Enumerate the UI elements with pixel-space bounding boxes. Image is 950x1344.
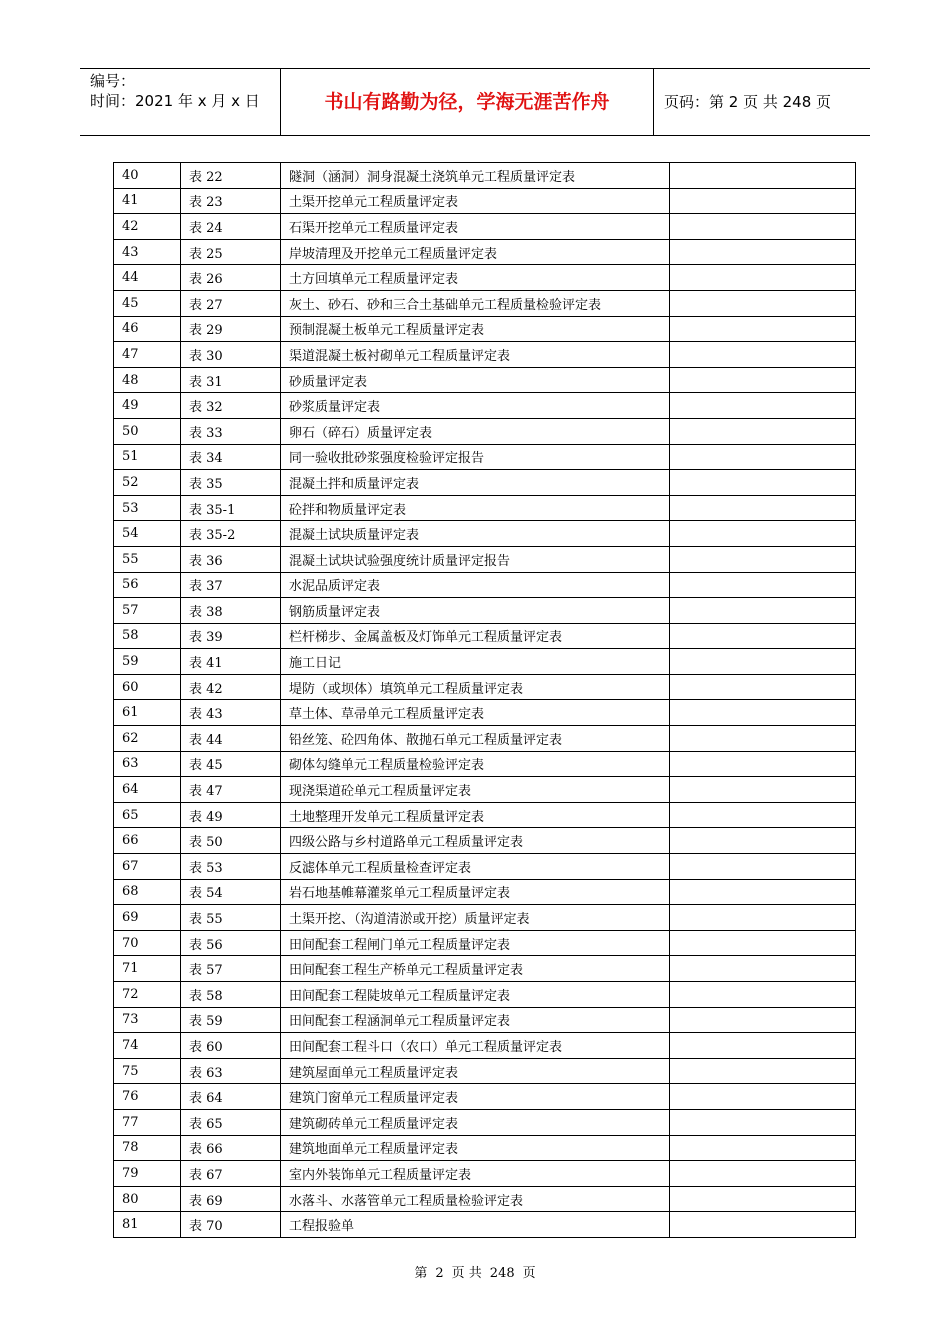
remarks-cell	[670, 1186, 856, 1212]
table-row	[114, 802, 856, 828]
form-title-cell: 卵石（碎石）质量评定表	[281, 418, 670, 444]
form-code-cell: 表 24	[181, 214, 281, 240]
row-number-cell: 73	[114, 1007, 181, 1033]
table-row	[114, 1212, 856, 1238]
table-row	[114, 265, 856, 291]
form-title-cell: 砂质量评定表	[281, 367, 670, 393]
row-number-cell: 49	[114, 393, 181, 419]
table-row	[114, 1135, 856, 1161]
form-title-cell: 堤防（或坝体）填筑单元工程质量评定表	[281, 674, 670, 700]
table-row	[114, 700, 856, 726]
remarks-cell	[670, 1007, 856, 1033]
form-title-cell: 栏杆梯步、金属盖板及灯饰单元工程质量评定表	[281, 623, 670, 649]
remarks-cell	[670, 367, 856, 393]
remarks-cell	[670, 802, 856, 828]
row-number-cell: 68	[114, 879, 181, 905]
form-code-cell: 表 34	[181, 444, 281, 470]
form-code-cell: 表 29	[181, 316, 281, 342]
remarks-cell	[670, 1033, 856, 1059]
remarks-cell	[670, 1109, 856, 1135]
row-number-cell: 43	[114, 239, 181, 265]
form-code-cell: 表 27	[181, 290, 281, 316]
row-number-cell: 80	[114, 1186, 181, 1212]
remarks-cell	[670, 163, 856, 189]
remarks-cell	[670, 879, 856, 905]
form-code-cell: 表 55	[181, 905, 281, 931]
remarks-cell	[670, 982, 856, 1008]
form-code-cell: 表 49	[181, 802, 281, 828]
remarks-cell	[670, 444, 856, 470]
row-number-cell: 79	[114, 1161, 181, 1187]
row-number-cell: 40	[114, 163, 181, 189]
header-motto: 书山有路勤为径，学海无涯苦作舟	[280, 69, 654, 135]
row-number-cell: 64	[114, 777, 181, 803]
remarks-cell	[670, 470, 856, 496]
table-row	[114, 854, 856, 880]
header-date: 时间：2021 年 x 月 x 日	[90, 92, 260, 110]
form-code-cell: 表 47	[181, 777, 281, 803]
form-title-cell: 砌体勾缝单元工程质量检验评定表	[281, 751, 670, 777]
row-number-cell: 45	[114, 290, 181, 316]
remarks-cell	[670, 956, 856, 982]
form-code-cell: 表 31	[181, 367, 281, 393]
form-code-cell: 表 54	[181, 879, 281, 905]
form-title-cell: 预制混凝土板单元工程质量评定表	[281, 316, 670, 342]
form-code-cell: 表 63	[181, 1058, 281, 1084]
page-header	[80, 68, 870, 136]
table-row	[114, 982, 856, 1008]
form-code-cell: 表 65	[181, 1109, 281, 1135]
row-number-cell: 66	[114, 828, 181, 854]
table-row	[114, 623, 856, 649]
form-title-cell: 钢筋质量评定表	[281, 598, 670, 624]
row-number-cell: 52	[114, 470, 181, 496]
form-title-cell: 建筑地面单元工程质量评定表	[281, 1135, 670, 1161]
form-code-cell: 表 39	[181, 623, 281, 649]
table-row	[114, 674, 856, 700]
form-title-cell: 土渠开挖单元工程质量评定表	[281, 188, 670, 214]
remarks-cell	[670, 1161, 856, 1187]
form-title-cell: 土方回填单元工程质量评定表	[281, 265, 670, 291]
row-number-cell: 44	[114, 265, 181, 291]
form-title-cell: 混凝土拌和质量评定表	[281, 470, 670, 496]
form-title-cell: 砂浆质量评定表	[281, 393, 670, 419]
form-code-cell: 表 26	[181, 265, 281, 291]
remarks-cell	[670, 546, 856, 572]
row-number-cell: 67	[114, 854, 181, 880]
form-code-cell: 表 22	[181, 163, 281, 189]
row-number-cell: 57	[114, 598, 181, 624]
form-title-cell: 田间配套工程涵洞单元工程质量评定表	[281, 1007, 670, 1033]
form-code-cell: 表 32	[181, 393, 281, 419]
table-row	[114, 777, 856, 803]
table-row	[114, 393, 856, 419]
table-row	[114, 239, 856, 265]
form-title-cell: 渠道混凝土板衬砌单元工程质量评定表	[281, 342, 670, 368]
table-row	[114, 1109, 856, 1135]
row-number-cell: 48	[114, 367, 181, 393]
row-number-cell: 78	[114, 1135, 181, 1161]
table-row	[114, 290, 856, 316]
table-row	[114, 930, 856, 956]
table-row	[114, 495, 856, 521]
table-row	[114, 214, 856, 240]
form-code-cell: 表 50	[181, 828, 281, 854]
row-number-cell: 59	[114, 649, 181, 675]
footer-mid: 页 共	[451, 1266, 482, 1281]
table-row	[114, 598, 856, 624]
form-code-cell: 表 56	[181, 930, 281, 956]
table-row	[114, 521, 856, 547]
remarks-cell	[670, 521, 856, 547]
table-row	[114, 1161, 856, 1187]
remarks-cell	[670, 726, 856, 752]
remarks-cell	[670, 700, 856, 726]
remarks-cell	[670, 342, 856, 368]
header-number-label: 编号：	[90, 72, 136, 90]
footer-prefix: 第	[414, 1266, 428, 1281]
remarks-cell	[670, 905, 856, 931]
row-number-cell: 50	[114, 418, 181, 444]
table-row	[114, 1007, 856, 1033]
form-title-cell: 砼拌和物质量评定表	[281, 495, 670, 521]
remarks-cell	[670, 751, 856, 777]
form-code-cell: 表 38	[181, 598, 281, 624]
table-row	[114, 342, 856, 368]
remarks-cell	[670, 649, 856, 675]
table-row	[114, 572, 856, 598]
table-row	[114, 163, 856, 189]
form-code-cell: 表 67	[181, 1161, 281, 1187]
footer-page-number: 2	[435, 1266, 444, 1281]
form-title-cell: 岩石地基帷幕灌浆单元工程质量评定表	[281, 879, 670, 905]
table-row	[114, 546, 856, 572]
row-number-cell: 63	[114, 751, 181, 777]
row-number-cell: 77	[114, 1109, 181, 1135]
form-title-cell: 建筑门窗单元工程质量评定表	[281, 1084, 670, 1110]
header-page-info: 页码：第 2 页 共 248 页	[664, 93, 832, 111]
remarks-cell	[670, 572, 856, 598]
row-number-cell: 58	[114, 623, 181, 649]
form-code-cell: 表 44	[181, 726, 281, 752]
row-number-cell: 72	[114, 982, 181, 1008]
form-code-cell: 表 33	[181, 418, 281, 444]
form-title-cell: 石渠开挖单元工程质量评定表	[281, 214, 670, 240]
form-code-cell: 表 30	[181, 342, 281, 368]
form-code-cell: 表 37	[181, 572, 281, 598]
remarks-cell	[670, 239, 856, 265]
remarks-cell	[670, 495, 856, 521]
form-code-cell: 表 35-1	[181, 495, 281, 521]
form-title-cell: 施工日记	[281, 649, 670, 675]
row-number-cell: 74	[114, 1033, 181, 1059]
form-title-cell: 岸坡清理及开挖单元工程质量评定表	[281, 239, 670, 265]
row-number-cell: 61	[114, 700, 181, 726]
row-number-cell: 51	[114, 444, 181, 470]
form-code-cell: 表 41	[181, 649, 281, 675]
form-title-cell: 田间配套工程生产桥单元工程质量评定表	[281, 956, 670, 982]
row-number-cell: 53	[114, 495, 181, 521]
table-row	[114, 1084, 856, 1110]
form-code-cell: 表 70	[181, 1212, 281, 1238]
table-row	[114, 649, 856, 675]
form-code-cell: 表 58	[181, 982, 281, 1008]
form-code-cell: 表 35-2	[181, 521, 281, 547]
remarks-cell	[670, 854, 856, 880]
remarks-cell	[670, 418, 856, 444]
form-title-cell: 隧洞（涵洞）洞身混凝土浇筑单元工程质量评定表	[281, 163, 670, 189]
form-code-cell: 表 57	[181, 956, 281, 982]
form-code-cell: 表 25	[181, 239, 281, 265]
row-number-cell: 41	[114, 188, 181, 214]
remarks-cell	[670, 623, 856, 649]
remarks-cell	[670, 1084, 856, 1110]
footer-suffix: 页	[522, 1266, 536, 1281]
form-title-cell: 水落斗、水落管单元工程质量检验评定表	[281, 1186, 670, 1212]
remarks-cell	[670, 316, 856, 342]
form-code-cell: 表 42	[181, 674, 281, 700]
form-code-cell: 表 59	[181, 1007, 281, 1033]
table-row	[114, 1033, 856, 1059]
form-code-cell: 表 60	[181, 1033, 281, 1059]
form-code-cell: 表 45	[181, 751, 281, 777]
table-row	[114, 1058, 856, 1084]
form-code-cell: 表 36	[181, 546, 281, 572]
footer-total-pages: 248	[489, 1266, 515, 1281]
table-row	[114, 879, 856, 905]
remarks-cell	[670, 214, 856, 240]
remarks-cell	[670, 777, 856, 803]
remarks-cell	[670, 265, 856, 291]
table-row	[114, 418, 856, 444]
row-number-cell: 54	[114, 521, 181, 547]
row-number-cell: 60	[114, 674, 181, 700]
form-title-cell: 土渠开挖、（沟道清淤或开挖）质量评定表	[281, 905, 670, 931]
form-title-cell: 铅丝笼、砼四角体、散抛石单元工程质量评定表	[281, 726, 670, 752]
form-title-cell: 室内外装饰单元工程质量评定表	[281, 1161, 670, 1187]
row-number-cell: 71	[114, 956, 181, 982]
form-title-cell: 建筑屋面单元工程质量评定表	[281, 1058, 670, 1084]
remarks-cell	[670, 393, 856, 419]
form-code-cell: 表 43	[181, 700, 281, 726]
form-code-cell: 表 64	[181, 1084, 281, 1110]
form-title-cell: 反滤体单元工程质量检查评定表	[281, 854, 670, 880]
form-title-cell: 田间配套工程斗口（农口）单元工程质量评定表	[281, 1033, 670, 1059]
row-number-cell: 70	[114, 930, 181, 956]
form-title-cell: 田间配套工程陡坡单元工程质量评定表	[281, 982, 670, 1008]
form-title-cell: 建筑砌砖单元工程质量评定表	[281, 1109, 670, 1135]
row-number-cell: 69	[114, 905, 181, 931]
remarks-cell	[670, 1135, 856, 1161]
remarks-cell	[670, 1058, 856, 1084]
table-row	[114, 828, 856, 854]
remarks-cell	[670, 1212, 856, 1238]
remarks-cell	[670, 828, 856, 854]
form-code-cell: 表 35	[181, 470, 281, 496]
page-footer	[0, 1262, 950, 1281]
form-title-cell: 田间配套工程闸门单元工程质量评定表	[281, 930, 670, 956]
table-row	[114, 316, 856, 342]
row-number-cell: 42	[114, 214, 181, 240]
table-row	[114, 956, 856, 982]
table-row	[114, 470, 856, 496]
row-number-cell: 47	[114, 342, 181, 368]
form-title-cell: 土地整理开发单元工程质量评定表	[281, 802, 670, 828]
form-title-cell: 水泥品质评定表	[281, 572, 670, 598]
table-row	[114, 1186, 856, 1212]
table-row	[114, 905, 856, 931]
table-row	[114, 367, 856, 393]
row-number-cell: 56	[114, 572, 181, 598]
form-code-cell: 表 53	[181, 854, 281, 880]
form-title-cell: 灰土、砂石、砂和三合土基础单元工程质量检验评定表	[281, 290, 670, 316]
remarks-cell	[670, 674, 856, 700]
form-title-cell: 同一验收批砂浆强度检验评定报告	[281, 444, 670, 470]
row-number-cell: 62	[114, 726, 181, 752]
form-title-cell: 现浇渠道砼单元工程质量评定表	[281, 777, 670, 803]
row-number-cell: 65	[114, 802, 181, 828]
remarks-cell	[670, 290, 856, 316]
table-row	[114, 751, 856, 777]
table-row	[114, 444, 856, 470]
remarks-cell	[670, 188, 856, 214]
form-title-cell: 工程报验单	[281, 1212, 670, 1238]
header-meta	[90, 71, 280, 111]
row-number-cell: 55	[114, 546, 181, 572]
remarks-cell	[670, 930, 856, 956]
row-number-cell: 76	[114, 1084, 181, 1110]
table-row	[114, 726, 856, 752]
form-code-cell: 表 23	[181, 188, 281, 214]
row-number-cell: 75	[114, 1058, 181, 1084]
form-title-cell: 混凝土试块试验强度统计质量评定报告	[281, 546, 670, 572]
form-title-cell: 混凝土试块质量评定表	[281, 521, 670, 547]
form-title-cell: 草土体、草帚单元工程质量评定表	[281, 700, 670, 726]
row-number-cell: 81	[114, 1212, 181, 1238]
form-code-cell: 表 66	[181, 1135, 281, 1161]
table-row	[114, 188, 856, 214]
form-title-cell: 四级公路与乡村道路单元工程质量评定表	[281, 828, 670, 854]
remarks-cell	[670, 598, 856, 624]
form-index-table	[113, 162, 856, 1238]
row-number-cell: 46	[114, 316, 181, 342]
form-code-cell: 表 69	[181, 1186, 281, 1212]
